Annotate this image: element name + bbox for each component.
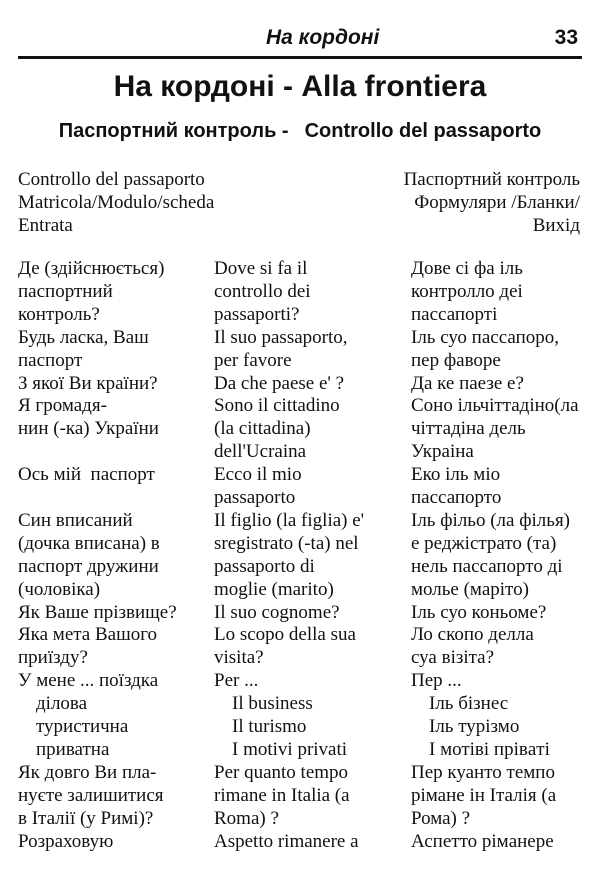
phrase-transcription: чіттадіна дель [411,418,526,440]
phrase-transcription: Іль фільо (ла філья) [411,509,571,531]
chapter-title: На кордоні - Alla frontiera [113,70,487,103]
phrase-transcription: пер фаворе [411,349,501,371]
phrase-ukrainian: нуєте залишитися [18,784,164,806]
phrase-italian: per favore [214,349,292,371]
phrase-italian: Il figlio (la figlia) e' [214,509,365,531]
phrase-transcription: Аспетто рімaнере [411,830,554,852]
phrase-italian: Il suo passaporto, [214,326,348,348]
phrase-transcription: І мотіві прівaті [429,738,550,760]
phrase-italian: (la cittadina) [214,418,311,440]
phrase-ukrainian: Як Ваше прізвище? [18,601,177,623]
form-term-left: Controllo del passaporto [18,169,205,190]
phrase-transcription: Іль турізмо [429,716,520,737]
phrase-italian: passaporto [214,487,296,508]
phrase-italian: visita? [214,647,264,669]
form-term-left: Entrata [18,215,73,236]
phrase-italian: Da che paese e' ? [214,372,345,394]
phrase-transcription: суа візіта? [411,647,495,669]
phrase-transcription: Пер куанто темпо [411,761,555,783]
phrase-ukrainian: Де (здійснюється) [18,258,165,279]
phrase-ukrainian: З якої Ви країни? [18,372,158,394]
phrase-ukrainian: приватна [36,738,110,760]
phrase-transcription: нель пассапорто ді [411,555,563,577]
phrase-italian: Sono il cittadino [214,395,340,417]
page-number: 33 [554,26,578,49]
phrase-italian: Per quanto tempo [214,761,349,783]
phrase-italian: moglie (marito) [214,578,334,600]
phrase-transcription: Украіна [411,441,474,463]
phrase-italian: Il suo cognome? [214,601,340,623]
phrase-italian: Roma) ? [214,807,279,829]
phrase-ukrainian: туристична [36,716,129,737]
phrase-ukrainian: нин (-ка) України [18,418,159,440]
phrase-ukrainian: приїзду? [18,647,88,669]
phrase-italian: passaporti? [214,303,300,325]
phrase-italian: Dove si fa il [214,258,308,279]
phrase-transcription: Еко іль міо [411,464,501,486]
phrase-ukrainian: паспортний [18,280,113,302]
phrase-transcription: контролло деі [411,280,523,302]
phrase-ukrainian: (чоловіка) [18,578,101,600]
running-header [18,22,582,56]
phrase-transcription: Іль суо коньоме? [411,601,547,623]
phrase-ukrainian: Розраховую [18,830,114,852]
phrase-ukrainian: ділова [36,693,88,715]
phrase-transcription: молье (маріто) [411,578,529,600]
phrase-transcription: пассапорті [411,303,498,325]
phrase-transcription: Дове сі фа іль [411,258,523,279]
phrase-ukrainian: Ось мій паспорт [18,464,155,486]
phrase-ukrainian: (дочка вписана) в [18,532,160,554]
phrase-italian: I motivi privati [232,738,348,760]
subtitle-italian: Controllo del passaporto [304,120,542,142]
phrase-italian: sregistrato (-ta) nel [214,532,359,554]
phrase-transcription: Пер ... [411,670,462,692]
header-rule [18,56,582,59]
phrase-ukrainian: в Італії (у Римі)? [18,807,154,829]
phrase-ukrainian: Будь ласка, Ваш [18,326,149,348]
phrase-ukrainian: У мене ... поїздка [18,670,159,692]
phrase-transcription: рімане ін Італія (а [411,784,557,806]
phrase-transcription: Соно ільчіттадіно(ла [411,395,579,417]
phrase-italian: Per ... [214,670,259,692]
phrase-ukrainian: контроль? [18,303,100,325]
form-term-left: Matricola/Modulo/scheda [18,192,215,213]
phrase-transcription: Да ке паезе е? [411,372,524,394]
phrase-italian: dell'Ucraina [214,441,307,463]
phrase-italian: Lo scopo della sua [214,624,356,646]
phrase-italian: rimane in Italia (a [214,784,350,806]
phrase-italian: Aspetto rimanere a [214,830,359,852]
phrase-transcription: е реджістрато (та) [411,532,557,554]
phrase-transcription: пассапорто [411,487,502,508]
phrase-ukrainian: Я громадя- [18,395,107,417]
section-subtitle [0,120,600,143]
phrase-italian: passaporto di [214,555,315,577]
phrase-italian: Il turismo [232,716,307,737]
phrase-ukrainian: паспорт [18,349,83,371]
phrase-ukrainian: Яка мета Вашого [18,624,158,646]
form-term-right: Формуляри /Бланки/ [414,192,580,213]
phrase-transcription: Іль суо пассапоро, [411,326,559,348]
running-title: На кордоні [266,26,380,49]
phrase-ukrainian: паспорт дружини [18,555,159,577]
phrase-ukrainian: Як довго Ви пла- [18,761,157,783]
phrase-italian: Ecco il mio [214,464,302,486]
subtitle-ukrainian: Паспортний контроль - [58,120,289,142]
phrase-italian: Il business [232,693,313,715]
phrase-italian: controllo dei [214,280,311,302]
phrase-ukrainian: Син вписаний [18,509,133,531]
form-term-right: Вихід [532,215,580,236]
form-term-right: Паспортний контроль [403,169,580,190]
phrase-transcription: Іль бізнес [429,693,509,715]
phrase-transcription: Ло скопо делла [411,624,534,646]
phrase-transcription: Рома) ? [411,807,471,829]
